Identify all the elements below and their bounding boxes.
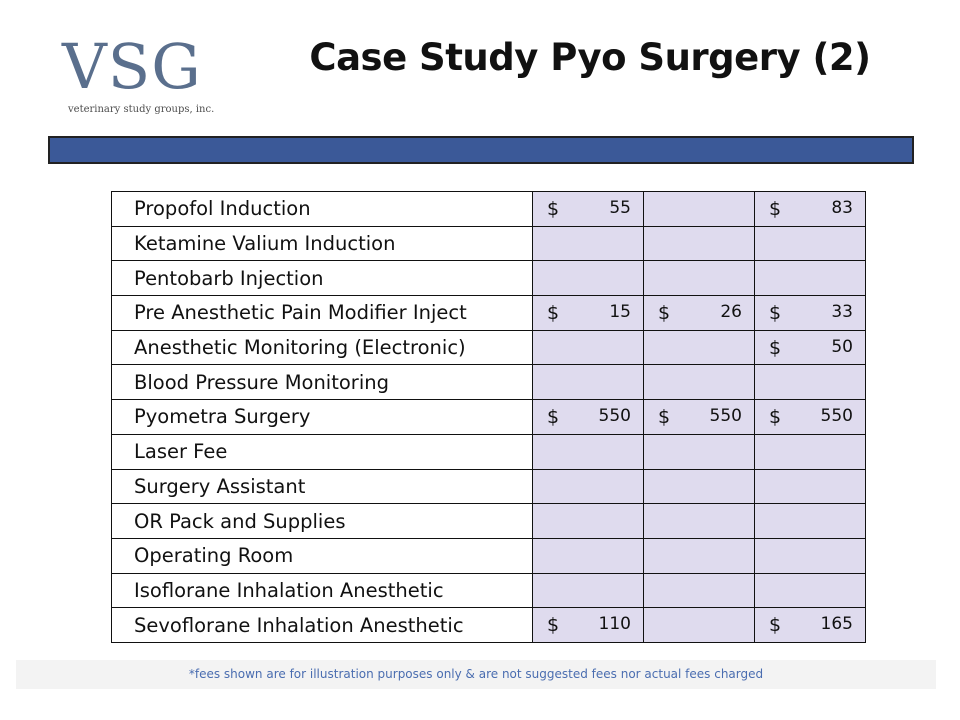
fee-cell: [644, 296, 755, 331]
vsg-logo: [62, 30, 232, 124]
fee-value: 550: [598, 405, 631, 426]
procedure-name: Surgery Assistant: [112, 469, 533, 504]
fee-cell: [644, 365, 755, 400]
fee-cell: [755, 365, 866, 400]
fee-value: 83: [831, 197, 853, 218]
fee-cell: [533, 261, 644, 296]
currency-symbol: $: [547, 301, 560, 324]
fee-amount: [533, 302, 643, 324]
fee-cell: [644, 608, 755, 643]
table-row: [112, 296, 866, 331]
fee-value: 550: [709, 405, 742, 426]
table-row: [112, 261, 866, 296]
procedure-name: Isoflorane Inhalation Anesthetic: [112, 573, 533, 608]
fee-cell: [755, 573, 866, 608]
fee-value: 26: [720, 301, 742, 322]
fee-cell: [755, 261, 866, 296]
fee-cell: [755, 226, 866, 261]
procedure-name: Propofol Induction: [112, 192, 533, 227]
fee-cell: [644, 504, 755, 539]
page-title: Case Study Pyo Surgery (2): [309, 36, 871, 79]
fee-value: 15: [609, 301, 631, 322]
fee-value: 33: [831, 301, 853, 322]
table-row: [112, 330, 866, 365]
accent-bar: [48, 136, 914, 164]
fee-cell: [755, 504, 866, 539]
fee-value: 110: [598, 614, 631, 635]
fee-cell: [533, 538, 644, 573]
fee-cell: [533, 573, 644, 608]
fee-cell: [533, 330, 644, 365]
fee-value: 50: [831, 336, 853, 357]
disclaimer-footer: *fees shown are for illustration purposes only & are not suggested fees nor actual fees charged: [16, 660, 936, 689]
table-row: [112, 538, 866, 573]
fee-cell: [533, 192, 644, 227]
table-row: [112, 573, 866, 608]
logo-tagline: veterinary study groups, inc.: [68, 104, 215, 115]
logo-mark: VSG: [62, 30, 202, 103]
fee-cell: [644, 226, 755, 261]
currency-symbol: $: [547, 405, 560, 428]
fee-cell: [644, 469, 755, 504]
currency-symbol: $: [658, 301, 671, 324]
currency-symbol: $: [769, 405, 782, 428]
currency-symbol: $: [658, 405, 671, 428]
fee-cell: [644, 261, 755, 296]
procedure-name: Pyometra Surgery: [112, 400, 533, 435]
fee-cell: [755, 434, 866, 469]
currency-symbol: $: [769, 197, 782, 220]
table-row: [112, 469, 866, 504]
fee-amount: [644, 302, 754, 324]
procedure-name: Laser Fee: [112, 434, 533, 469]
fee-cell: [755, 400, 866, 435]
fee-amount: [533, 614, 643, 636]
currency-symbol: $: [769, 336, 782, 359]
fee-cell: [755, 608, 866, 643]
fee-amount: [755, 302, 865, 324]
fee-table-body: [112, 192, 866, 643]
procedure-name: Sevoflorane Inhalation Anesthetic: [112, 608, 533, 643]
fee-cell: [644, 192, 755, 227]
table-row: [112, 192, 866, 227]
procedure-name: Pre Anesthetic Pain Modifier Inject: [112, 296, 533, 331]
fee-cell: [533, 296, 644, 331]
currency-symbol: $: [769, 614, 782, 637]
procedure-name: Pentobarb Injection: [112, 261, 533, 296]
fee-cell: [533, 365, 644, 400]
table-row: [112, 226, 866, 261]
procedure-name: OR Pack and Supplies: [112, 504, 533, 539]
fee-cell: [533, 469, 644, 504]
fee-amount: [755, 406, 865, 428]
fee-amount: [755, 614, 865, 636]
fee-cell: [533, 434, 644, 469]
fee-cell: [755, 192, 866, 227]
fee-amount: [533, 406, 643, 428]
table-row: [112, 434, 866, 469]
table-row: [112, 400, 866, 435]
fee-cell: [644, 538, 755, 573]
table-row: [112, 504, 866, 539]
table-row: [112, 365, 866, 400]
fee-amount: [644, 406, 754, 428]
fee-value: 165: [820, 614, 853, 635]
procedure-name: Operating Room: [112, 538, 533, 573]
fee-cell: [644, 400, 755, 435]
fee-amount: [755, 198, 865, 220]
fee-value: 550: [820, 405, 853, 426]
procedure-name: Blood Pressure Monitoring: [112, 365, 533, 400]
procedure-name: Ketamine Valium Induction: [112, 226, 533, 261]
currency-symbol: $: [547, 614, 560, 637]
fee-cell: [755, 296, 866, 331]
fee-cell: [533, 226, 644, 261]
fee-cell: [644, 434, 755, 469]
fee-cell: [644, 330, 755, 365]
fee-amount: [755, 337, 865, 359]
currency-symbol: $: [769, 301, 782, 324]
fee-cell: [755, 538, 866, 573]
fee-cell: [755, 469, 866, 504]
fee-cell: [533, 504, 644, 539]
fee-table: [111, 191, 866, 643]
fee-cell: [533, 400, 644, 435]
fee-cell: [755, 330, 866, 365]
fee-cell: [644, 573, 755, 608]
procedure-name: Anesthetic Monitoring (Electronic): [112, 330, 533, 365]
fee-amount: [533, 198, 643, 220]
currency-symbol: $: [547, 197, 560, 220]
fee-cell: [533, 608, 644, 643]
fee-value: 55: [609, 197, 631, 218]
table-row: [112, 608, 866, 643]
